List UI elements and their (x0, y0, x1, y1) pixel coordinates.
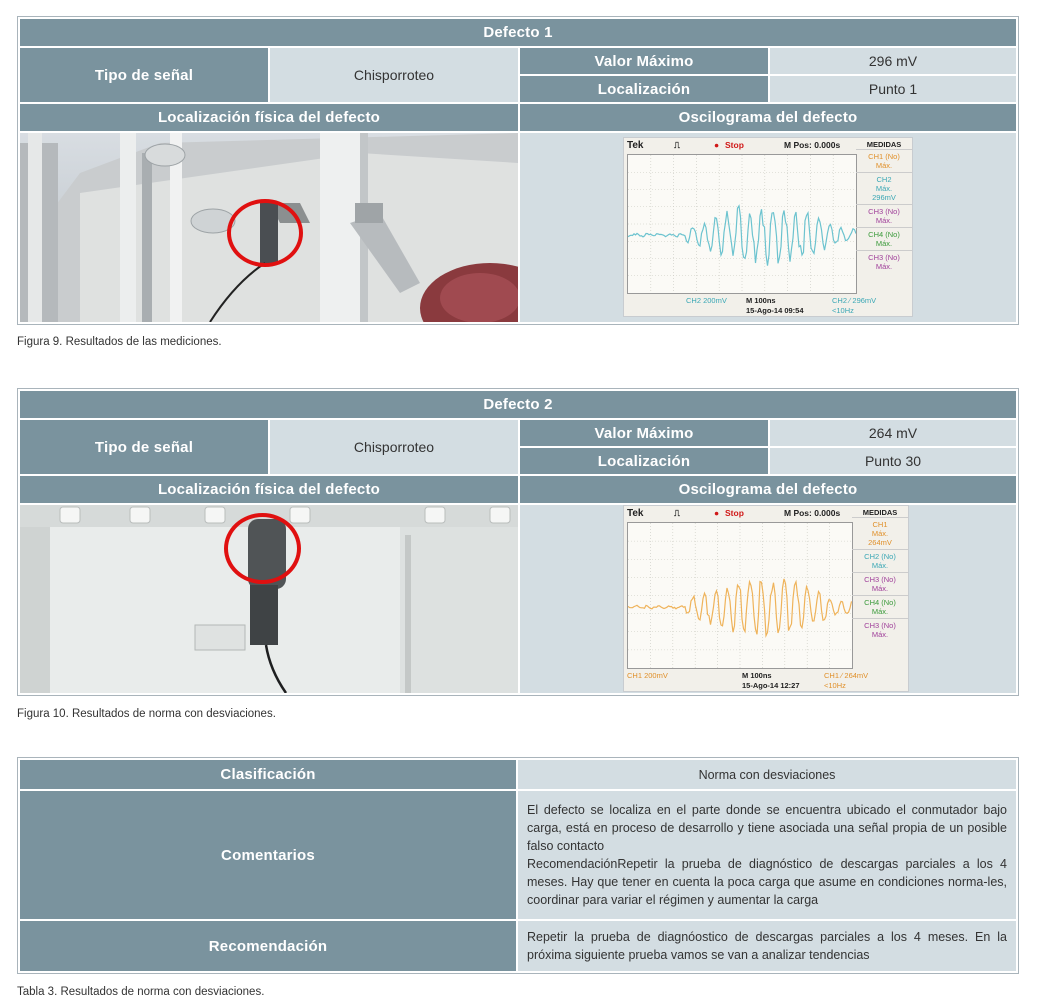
defect2-scope-freq: <10Hz (824, 681, 846, 690)
defect2-scope-channel-1-line2: Máx. (871, 529, 889, 538)
defect1-scope-medidas: MEDIDAS (866, 140, 902, 149)
defect2-scope-channel-5 (852, 618, 908, 641)
defect1-scope-channel-5 (856, 250, 912, 273)
defect2-scope-channel-1-line1: CH1 (872, 520, 888, 529)
defect2-scope-brand: Tek (627, 508, 644, 519)
defect2-scope-date: 15-Ago-14 12:27 (742, 681, 800, 690)
defect1-loc-value: Punto 1 (770, 76, 1016, 102)
defect1-scope-channel-2-line2: Máx. (875, 184, 893, 193)
defect2-oscillogram (623, 505, 909, 692)
defect1-scope-channel-1 (856, 149, 912, 172)
defect2-scope-channel-3 (852, 572, 908, 595)
summary-table (17, 757, 1019, 974)
defect2-scope-channel-5-line1: CH3 (No) (864, 621, 896, 630)
defect2-scope-channel-3-line1: CH3 (No) (864, 575, 896, 584)
defect2-scope-channel-5-line2: Máx. (871, 630, 889, 639)
defect1-scope-freq: <10Hz (832, 306, 854, 315)
defect1-scope-brand: Tek (627, 140, 644, 151)
defect2-scope-trigger-icon: ⎍ (674, 508, 680, 518)
defect2-tipo-label: Tipo de señal (20, 420, 268, 474)
defect1-photo-header: Localización física del defecto (20, 104, 518, 131)
defect1-scope-grid (627, 154, 857, 294)
clasificacion-label: Clasificación (20, 760, 516, 789)
defect1-scope-state: Stop (725, 140, 744, 150)
defect2-scope-grid (627, 522, 853, 669)
comentarios-paragraph-1: El defecto se localiza en el parte donde se encuentra ubicado el conmutador bajo carga, está en proceso de desarrollo y tiene asociada una señal propia de un posible falso contacto (527, 803, 1007, 853)
defect2-waveform-svg (628, 523, 852, 668)
defect2-scope-channel-2-line2: Máx. (871, 561, 889, 570)
defect1-scope-channel-1-line1: CH1 (No) (868, 152, 900, 161)
defect1-scope-channel-5-line1: CH3 (No) (868, 253, 900, 262)
defect2-scope-channel-1 (852, 517, 908, 549)
defect1-max-value: 296 mV (770, 48, 1016, 74)
defect2-loc-label: Localización (520, 448, 768, 474)
caption-figure-10: Figura 10. Resultados de norma con desviaciones. (17, 708, 276, 720)
defect1-scope-channel-5-line2: Máx. (875, 262, 893, 271)
defect1-tipo-value: Chisporroteo (270, 48, 518, 102)
recomendacion-label: Recomendación (20, 921, 516, 971)
defect2-loc-value: Punto 30 (770, 448, 1016, 474)
comentarios-paragraph-2: RecomendaciónRepetir la prueba de diagnóstico de descargas parciales a los 4 meses. Hay que tener en cuenta la poca carga que asume en condiciones norma-les, coordinar para variar el régimen y aumentar la carga (527, 857, 1007, 907)
defect2-scope-stop-icon: ● (714, 508, 720, 518)
defect2-max-value: 264 mV (770, 420, 1016, 446)
defect1-osc-header: Oscilograma del defecto (520, 104, 1016, 131)
defect1-scope-date: 15-Ago-14 09:54 (746, 306, 804, 315)
clasificacion-value: Norma con desviaciones (518, 760, 1016, 789)
recomendacion-text: Repetir la prueba de diagnóostico de descargas parciales a los 4 meses. En la próxima siguiente prueba vamos se van a analizar tendencias (527, 930, 1007, 962)
defect1-scope-channel-2 (856, 172, 912, 204)
defect1-scope-channel-4-line1: CH4 (No) (868, 230, 900, 239)
defect2-scope-channel-3-line2: Máx. (871, 584, 889, 593)
defect1-scope-mpos: M Pos: 0.000s (784, 140, 841, 150)
defect2-scope-trigger: CH1 ∕ 264mV (824, 671, 869, 680)
defect2-table (17, 388, 1019, 696)
defect1-scope-channel-3 (856, 204, 912, 227)
defect1-scope-stop-icon: ● (714, 140, 720, 150)
defect1-scope-footer (624, 294, 877, 316)
caption-figure-9: Figura 9. Resultados de las mediciones. (17, 336, 222, 348)
defect1-scope-channel-3-line2: Máx. (875, 216, 893, 225)
defect1-scope-channel-2-line1: CH2 (876, 175, 892, 184)
defect2-tipo-value: Chisporroteo (270, 420, 518, 474)
defect1-max-label: Valor Máximo (520, 48, 768, 74)
defect2-title: Defecto 2 (20, 391, 1016, 418)
comentarios-label: Comentarios (20, 791, 516, 919)
recomendacion-value (518, 921, 1016, 971)
defect1-oscillogram (623, 137, 913, 317)
defect2-highlight-circle (224, 513, 301, 584)
defect1-scope-trigger-icon: ⎍ (674, 140, 680, 150)
defect1-highlight-circle (227, 199, 303, 267)
defect1-scope-channel-1-line2: Máx. (875, 161, 893, 170)
defect2-scope-sidebar (852, 506, 908, 691)
caption-table-3: Tabla 3. Resultados de norma con desviaciones. (17, 986, 265, 998)
defect1-scope-ch-scale: CH2 200mV (686, 296, 727, 305)
defect1-waveform-svg (628, 155, 856, 293)
defect1-scope-timebase: M 100ns (746, 296, 776, 305)
defect2-scope-channel-2-line1: CH2 (No) (864, 552, 896, 561)
defect1-scope-sidebar (856, 138, 912, 316)
comentarios-value (518, 791, 1016, 919)
defect1-loc-label: Localización (520, 76, 768, 102)
defect2-scope-ch-scale: CH1 200mV (627, 671, 668, 680)
defect2-scope-medidas: MEDIDAS (862, 508, 898, 517)
defect2-photo-header: Localización física del defecto (20, 476, 518, 503)
defect2-scope-channel-4-line2: Máx. (871, 607, 889, 616)
defect2-scope-channel-2 (852, 549, 908, 572)
defect2-scope-channel-4 (852, 595, 908, 618)
defect2-osc-header: Oscilograma del defecto (520, 476, 1016, 503)
defect1-table (17, 16, 1019, 325)
defect2-scope-state: Stop (725, 508, 744, 518)
defect1-title: Defecto 1 (20, 19, 1016, 46)
defect2-scope-channel-4-line1: CH4 (No) (864, 598, 896, 607)
defect2-scope-timebase: M 100ns (742, 671, 772, 680)
defect2-max-label: Valor Máximo (520, 420, 768, 446)
defect2-scope-channel-1-line3: 264mV (868, 538, 892, 547)
defect2-scope-mpos: M Pos: 0.000s (784, 508, 841, 518)
defect1-scope-channel-3-line1: CH3 (No) (868, 207, 900, 216)
comentarios-text (518, 801, 1016, 909)
defect1-scope-trigger: CH2 ∕ 296mV (832, 296, 877, 305)
defect2-scope-footer (624, 669, 869, 691)
defect1-scope-channel-2-line3: 296mV (872, 193, 896, 202)
defect1-scope-channel-4-line2: Máx. (875, 239, 893, 248)
defect1-scope-channel-4 (856, 227, 912, 250)
defect1-tipo-label: Tipo de señal (20, 48, 268, 102)
